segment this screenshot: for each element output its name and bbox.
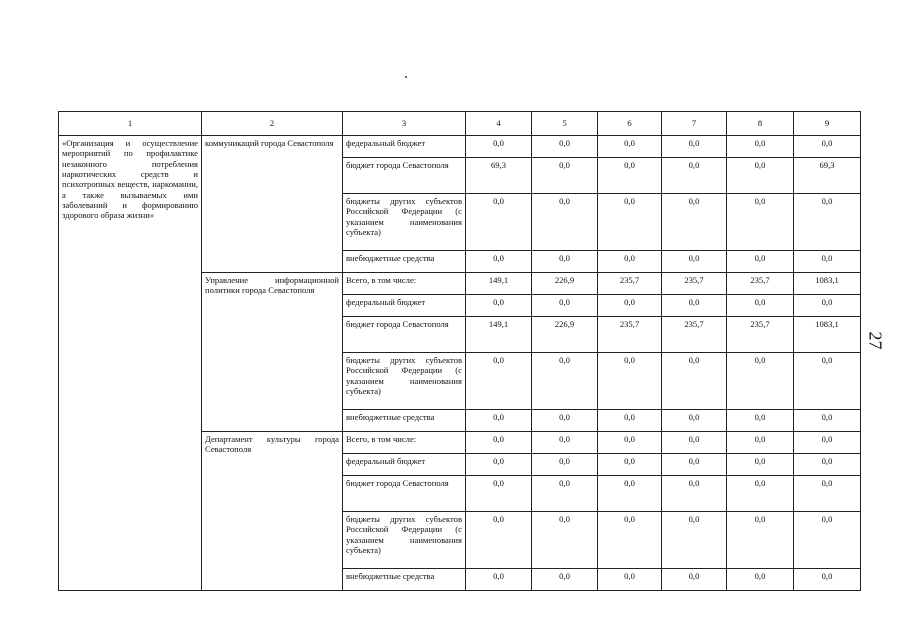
value-cell: 0,0 [532, 194, 598, 251]
value-cell: 0,0 [532, 251, 598, 273]
value-cell: 0,0 [662, 158, 727, 194]
value-cell: 0,0 [662, 136, 727, 158]
value-cell: 0,0 [662, 410, 727, 432]
funding-source-cell: Всего, в том числе: [343, 273, 466, 295]
value-cell: 0,0 [727, 410, 794, 432]
value-cell: 0,0 [662, 454, 727, 476]
value-cell: 0,0 [727, 353, 794, 410]
funding-source-cell: бюджет города Севастополя [343, 476, 466, 512]
value-cell: 0,0 [598, 512, 662, 569]
value-cell: 0,0 [794, 295, 861, 317]
value-cell: 0,0 [532, 432, 598, 454]
value-cell: 0,0 [727, 295, 794, 317]
funding-source-cell: внебюджетные средства [343, 569, 466, 591]
value-cell: 0,0 [532, 158, 598, 194]
value-cell: 1083,1 [794, 273, 861, 295]
value-cell: 0,0 [662, 476, 727, 512]
value-cell: 0,0 [727, 251, 794, 273]
value-cell: 0,0 [662, 251, 727, 273]
value-cell: 0,0 [598, 569, 662, 591]
header-cell: 2 [202, 112, 343, 136]
value-cell: 235,7 [662, 317, 727, 353]
value-cell: 235,7 [598, 273, 662, 295]
value-cell: 0,0 [532, 476, 598, 512]
funding-source-cell: бюджет города Севастополя [343, 158, 466, 194]
funding-source-cell: внебюджетные средства [343, 251, 466, 273]
value-cell: 0,0 [794, 432, 861, 454]
value-cell: 0,0 [727, 194, 794, 251]
value-cell: 0,0 [532, 410, 598, 432]
header-cell: 5 [532, 112, 598, 136]
header-cell: 9 [794, 112, 861, 136]
value-cell: 149,1 [466, 317, 532, 353]
event-name-cell: «Организация и осуществление мероприятий по профилактике незаконного потребления наркотических средств и психотропных веществ, наркомании, а также вызываемых ими заболеваний и формированию здорового образа жизни» [59, 136, 202, 591]
value-cell: 0,0 [532, 353, 598, 410]
value-cell: 0,0 [794, 136, 861, 158]
funding-source-cell: бюджет города Севастополя [343, 317, 466, 353]
executor-cell: коммуникаций города Севастополя [202, 136, 343, 273]
value-cell: 0,0 [532, 454, 598, 476]
value-cell: 0,0 [466, 432, 532, 454]
value-cell: 0,0 [662, 353, 727, 410]
funding-source-cell: Всего, в том числе: [343, 432, 466, 454]
value-cell: 235,7 [662, 273, 727, 295]
funding-source-cell: бюджеты других субъектов Российской Федерации (с указанием наименования субъекта) [343, 512, 466, 569]
value-cell: 235,7 [598, 317, 662, 353]
scan-dot [405, 76, 407, 78]
value-cell: 149,1 [466, 273, 532, 295]
value-cell: 0,0 [727, 569, 794, 591]
value-cell: 0,0 [466, 353, 532, 410]
value-cell: 0,0 [727, 512, 794, 569]
value-cell: 0,0 [662, 295, 727, 317]
value-cell: 0,0 [598, 432, 662, 454]
funding-source-cell: федеральный бюджет [343, 295, 466, 317]
value-cell: 0,0 [598, 136, 662, 158]
header-cell: 4 [466, 112, 532, 136]
value-cell: 0,0 [466, 295, 532, 317]
funding-source-cell: федеральный бюджет [343, 454, 466, 476]
value-cell: 226,9 [532, 273, 598, 295]
header-cell: 8 [727, 112, 794, 136]
value-cell: 0,0 [794, 512, 861, 569]
value-cell: 69,3 [466, 158, 532, 194]
header-cell: 7 [662, 112, 727, 136]
executor-cell: Управление информационной политики города Севастополя [202, 273, 343, 432]
value-cell: 0,0 [662, 432, 727, 454]
value-cell: 0,0 [794, 251, 861, 273]
value-cell: 0,0 [662, 512, 727, 569]
value-cell: 0,0 [794, 569, 861, 591]
value-cell: 0,0 [794, 410, 861, 432]
value-cell: 0,0 [598, 158, 662, 194]
value-cell: 1083,1 [794, 317, 861, 353]
value-cell: 0,0 [532, 512, 598, 569]
value-cell: 0,0 [532, 569, 598, 591]
value-cell: 0,0 [727, 158, 794, 194]
value-cell: 0,0 [466, 476, 532, 512]
value-cell: 0,0 [662, 194, 727, 251]
value-cell: 0,0 [598, 353, 662, 410]
header-cell: 6 [598, 112, 662, 136]
value-cell: 0,0 [598, 194, 662, 251]
funding-source-cell: бюджеты других субъектов Российской Федерации (с указанием наименования субъекта) [343, 353, 466, 410]
funding-source-cell: бюджеты других субъектов Российской Федерации (с указанием наименования субъекта) [343, 194, 466, 251]
value-cell: 0,0 [794, 476, 861, 512]
value-cell: 0,0 [466, 410, 532, 432]
value-cell: 226,9 [532, 317, 598, 353]
value-cell: 0,0 [794, 454, 861, 476]
header-cell: 3 [343, 112, 466, 136]
budget-table [58, 111, 861, 591]
header-cell: 1 [59, 112, 202, 136]
value-cell: 0,0 [727, 136, 794, 158]
value-cell: 0,0 [727, 476, 794, 512]
executor-cell: Департамент культуры города Севастополя [202, 432, 343, 591]
value-cell: 69,3 [794, 158, 861, 194]
value-cell: 0,0 [598, 454, 662, 476]
value-cell: 0,0 [466, 194, 532, 251]
value-cell: 0,0 [466, 512, 532, 569]
value-cell: 0,0 [598, 410, 662, 432]
value-cell: 0,0 [466, 454, 532, 476]
value-cell: 235,7 [727, 273, 794, 295]
table-row [59, 136, 861, 158]
value-cell: 235,7 [727, 317, 794, 353]
value-cell: 0,0 [466, 251, 532, 273]
value-cell: 0,0 [466, 136, 532, 158]
value-cell: 0,0 [794, 353, 861, 410]
header-row [59, 112, 861, 136]
value-cell: 0,0 [598, 476, 662, 512]
value-cell: 0,0 [662, 569, 727, 591]
value-cell: 0,0 [598, 251, 662, 273]
value-cell: 0,0 [532, 295, 598, 317]
value-cell: 0,0 [794, 194, 861, 251]
value-cell: 0,0 [727, 454, 794, 476]
page-number: 27 [865, 331, 886, 350]
value-cell: 0,0 [466, 569, 532, 591]
value-cell: 0,0 [727, 432, 794, 454]
value-cell: 0,0 [532, 136, 598, 158]
funding-source-cell: федеральный бюджет [343, 136, 466, 158]
value-cell: 0,0 [598, 295, 662, 317]
funding-source-cell: внебюджетные средства [343, 410, 466, 432]
